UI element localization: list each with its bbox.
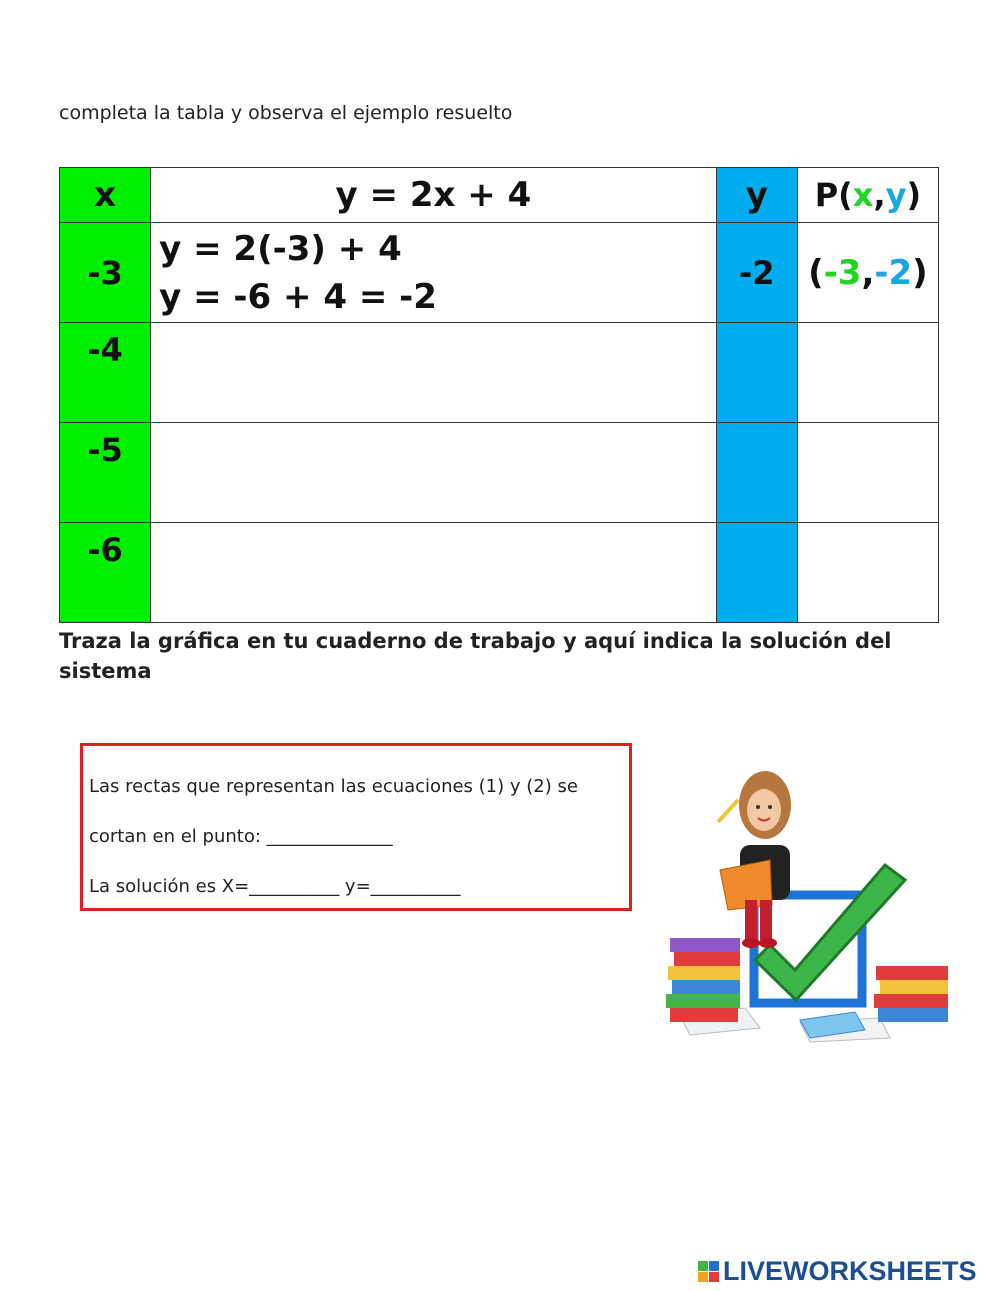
teacher-checkmark-illustration — [650, 760, 960, 1050]
table-row-example — [60, 223, 939, 323]
y-value-cell: -2 — [716, 223, 797, 323]
header-y: y — [716, 168, 797, 223]
values-table — [59, 167, 939, 623]
liveworksheets-brand — [698, 1256, 977, 1287]
work-answer-cell[interactable] — [151, 523, 717, 623]
header-x: x — [60, 168, 151, 223]
header-point-suffix: ) — [906, 176, 922, 214]
trace-instruction: Traza la gráfica en tu cuaderno de trabajo y aquí indica la solución del sistema — [59, 629, 892, 683]
answer-line-2: cortan en el punto: ______________ — [89, 826, 393, 847]
work-answer-cell[interactable] — [151, 323, 717, 423]
example-work-cell — [151, 223, 717, 323]
y-answer-cell[interactable] — [716, 323, 797, 423]
answer-line-3: La solución es X=__________ y=__________ — [89, 876, 461, 897]
table-header-row — [60, 168, 939, 223]
point-y: -2 — [874, 252, 913, 293]
example-work-line2: y = -6 + 4 = -2 — [159, 276, 437, 317]
x-value-cell: -4 — [60, 323, 151, 423]
brand-text: LIVEWORKSHEETS — [723, 1256, 977, 1286]
x-value-cell: -6 — [60, 523, 151, 623]
work-answer-cell[interactable] — [151, 423, 717, 523]
y-answer-cell[interactable] — [716, 423, 797, 523]
table-row — [60, 423, 939, 523]
answer-box — [80, 743, 632, 911]
point-x: -3 — [823, 252, 862, 293]
header-point-comma: , — [873, 176, 886, 214]
point-open: ( — [808, 252, 824, 293]
y-answer-cell[interactable] — [716, 523, 797, 623]
table-row — [60, 523, 939, 623]
table-row — [60, 323, 939, 423]
header-point-x: x — [852, 176, 874, 214]
point-comma: , — [861, 252, 875, 293]
x-value-cell: -5 — [60, 423, 151, 523]
point-cell — [797, 223, 938, 323]
point-answer-cell[interactable] — [797, 323, 938, 423]
header-point-y: y — [885, 176, 907, 214]
instruction-text: completa la tabla y observa el ejemplo resuelto — [59, 102, 513, 124]
point-answer-cell[interactable] — [797, 523, 938, 623]
example-work-line1: y = 2(-3) + 4 — [159, 228, 402, 269]
liveworksheets-logo-icon — [698, 1261, 719, 1282]
point-close: ) — [912, 252, 928, 293]
answer-line-1: Las rectas que representan las ecuaciones (1) y (2) se — [89, 776, 578, 797]
point-answer-cell[interactable] — [797, 423, 938, 523]
x-value-cell: -3 — [60, 223, 151, 323]
header-point — [797, 168, 938, 223]
header-equation: y = 2x + 4 — [151, 168, 717, 223]
header-point-prefix: P( — [814, 176, 853, 214]
